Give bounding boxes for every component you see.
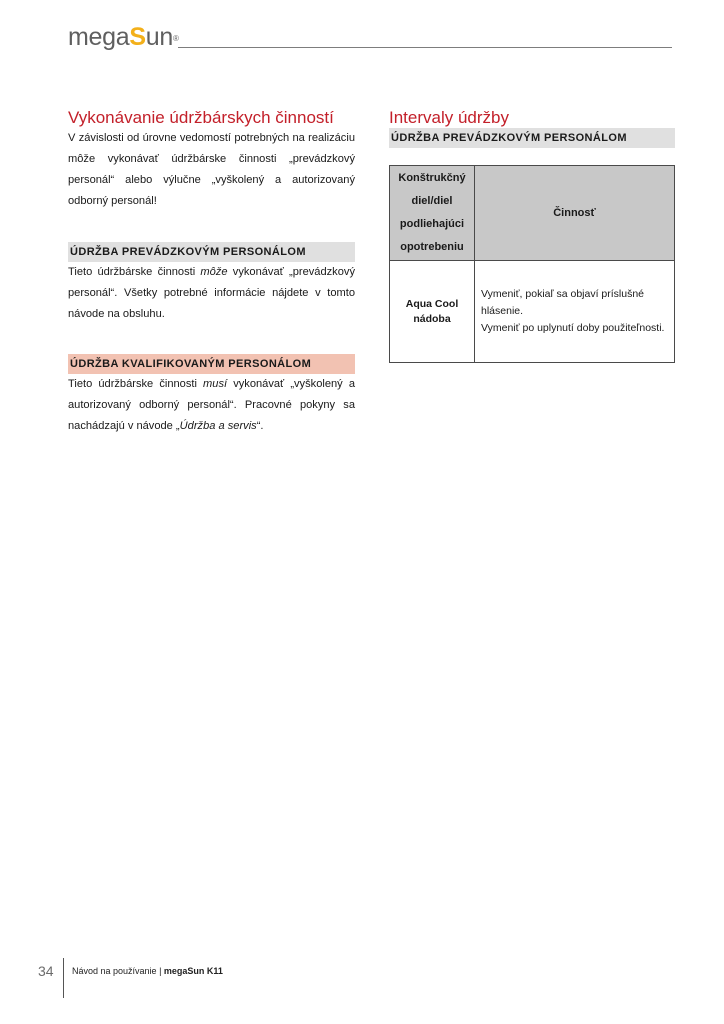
qualified-maintenance-text: Tieto údržbárske činnosti musí vykonávať „vyškolený a autorizovaný odborný personál“. Pracovné pokyny sa nachádzajú v návode „Údržba a servis“. xyxy=(68,378,355,432)
header-action: Činnosť xyxy=(475,166,675,261)
logo-s-accent: S xyxy=(129,23,146,51)
right-title: Intervaly údržby xyxy=(389,108,509,127)
maintenance-interval-table xyxy=(389,165,675,363)
header-part: Konštrukčný diel/diel podliehajúci opotrebeniu xyxy=(390,166,475,261)
footer-divider xyxy=(63,958,64,998)
left-column xyxy=(68,108,355,437)
header-rule xyxy=(178,47,672,48)
cell-action xyxy=(475,261,675,363)
action-line-2: Vymeniť po uplynutí doby použiteľnosti. xyxy=(481,322,665,334)
action-line-1: Vymeniť, pokiaľ sa objaví príslušné hlásenie. xyxy=(481,288,645,317)
qualified-maintenance-heading: ÚDRŽBA KVALIFIKOVANÝM PERSONÁLOM xyxy=(68,354,355,374)
logo-mega: mega xyxy=(68,23,130,51)
logo-un: un xyxy=(145,23,173,51)
operator-maintenance-text: Tieto údržbárske činnosti môže vykonávať „prevádzkový personál“. Všetky potrebné informácie nájdete v tomto návode na obsluhu. xyxy=(68,266,355,320)
megasun-logo xyxy=(68,22,179,52)
page-number: 34 xyxy=(38,963,54,979)
cell-part: Aqua Cool nádoba xyxy=(390,261,475,363)
intro-paragraph: V závislosti od úrovne vedomostí potrebných na realizáciu môže vykonávať údržbárske činnosti „prevádzkový personál“ alebo výlučne „vyškolený a autorizovaný odborný personál! xyxy=(68,132,355,207)
table-row xyxy=(390,261,675,363)
left-title: Vykonávanie údržbárskych činností xyxy=(68,108,334,127)
right-column xyxy=(389,108,675,148)
interval-band-heading: ÚDRŽBA PREVÁDZKOVÝM PERSONÁLOM xyxy=(389,128,675,148)
operator-maintenance-heading: ÚDRŽBA PREVÁDZKOVÝM PERSONÁLOM xyxy=(68,242,355,262)
footer-doc-title: Návod na používanie | megaSun K11 xyxy=(72,966,223,976)
logo-registered-mark: ® xyxy=(172,34,179,43)
table-header-row xyxy=(390,166,675,261)
